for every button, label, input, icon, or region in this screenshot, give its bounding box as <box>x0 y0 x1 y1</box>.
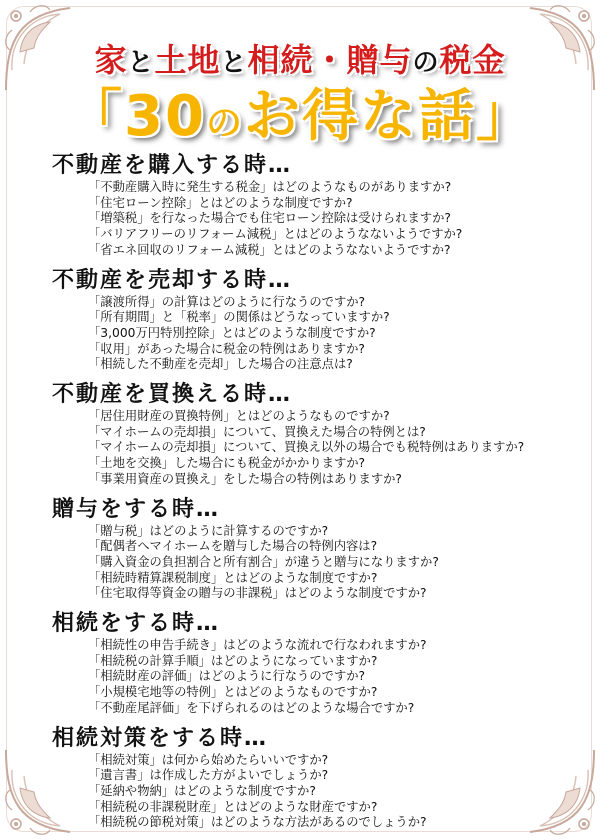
title-part: 土地 <box>154 41 221 79</box>
title-part: 家 <box>94 41 128 79</box>
question-list <box>88 295 600 374</box>
list-item: 「増築税」を行なった場合でも住宅ローン控除は受けられますか? <box>88 211 451 226</box>
section-heading: 相続対策をする時… <box>52 725 269 751</box>
title-connector: と <box>127 48 155 78</box>
subtitle-bracket-open: 「 <box>66 84 125 149</box>
list-item: 「相続対策」は何から始めたらいいですか? <box>88 752 329 767</box>
list-item: 「所有期間」と「税率」の関係はどうなっていますか? <box>88 310 390 325</box>
page-subtitle <box>0 84 600 157</box>
list-item: 「相続税の非課税財産」とはどのような財産ですか? <box>88 799 378 814</box>
section-selling <box>0 267 600 374</box>
list-item: 「3,000万円特別控除」とはどのような制度ですか? <box>88 325 376 340</box>
question-list <box>88 753 600 832</box>
section-heading: 相続をする時… <box>52 611 221 637</box>
list-item: 「マイホームの売却損」について、買換えた場合の特例とは? <box>88 424 426 439</box>
list-item: 「相続時精算課税制度」とはどのような制度ですか? <box>88 570 378 585</box>
section-heading: 不動産を購入する時… <box>52 153 293 178</box>
list-item: 「相続した不動産を売却」した場合の注意点は? <box>88 357 353 372</box>
list-item: 「購入資金の負担割合と所有割合」が違うと贈与になりますか? <box>88 554 439 569</box>
section-inheritance <box>0 610 600 717</box>
section-gift <box>0 496 600 603</box>
list-item: 「相続税の計算手順」はどのようになっていますか? <box>88 653 378 668</box>
list-item: 「事業用資産の買換え」をした場合の特例はありますか? <box>88 471 402 486</box>
title-part: 相続・贈与 <box>247 41 413 79</box>
section-inheritance-planning <box>0 725 600 832</box>
list-item: 「延納や物納」はどのような制度ですか? <box>88 783 316 798</box>
list-item: 「相続財産の評価」はどのように行なうのですか? <box>88 669 366 684</box>
list-item: 「譲渡所得」の計算はどのように行なうのですか? <box>88 294 366 309</box>
question-list <box>88 409 600 488</box>
list-item: 「相続税の節税対策」はどのような方法があるのでしょうか? <box>88 815 427 830</box>
section-heading: 贈与をする時… <box>52 496 221 522</box>
list-item: 「住宅ローン控除」とはどのような制度ですか? <box>88 195 353 210</box>
title-connector: と <box>220 48 248 78</box>
question-list <box>88 180 600 259</box>
list-item: 「収用」があった場合に税金の特例はありますか? <box>88 341 365 356</box>
question-list <box>88 524 600 603</box>
list-item: 「贈与税」はどのように計算するのですか? <box>88 523 329 538</box>
list-item: 「居住用財産の買換特例」とはどのようなものですか? <box>88 409 390 424</box>
subtitle-number: 30 <box>124 84 206 149</box>
list-item: 「遺言書」は作成した方がよいでしょうか? <box>88 768 329 783</box>
page-title <box>0 40 600 83</box>
list-item: 「バリアフリーのリフォーム減税」とはどのようなないようですか? <box>88 227 463 242</box>
list-item: 「相続性の申告手続き」はどのような流れで行なわれますか? <box>88 638 427 653</box>
list-item: 「小規模宅地等の特例」とはどのようなものですか? <box>88 685 378 700</box>
section-buying <box>0 152 600 259</box>
section-heading: 不動産を買換える時… <box>52 382 293 408</box>
title-connector: の <box>412 48 440 78</box>
list-item: 「土地を交換」した場合にも税金がかかりますか? <box>88 456 366 471</box>
list-item: 「省エネ回収のリフォーム減税」とはどのようなないようですか? <box>88 242 451 257</box>
list-item: 「不動産購入時に発生する税金」はどのようなものがありますか? <box>88 180 452 194</box>
section-heading: 不動産を売却する時… <box>52 267 293 293</box>
subtitle-particle: の <box>205 103 244 144</box>
list-item: 「マイホームの売却損」について、買換え以外の場合でも税特例はありますか? <box>88 440 525 455</box>
subtitle-bracket-close: 」 <box>475 84 534 149</box>
list-item: 「住宅取得等資金の贈与の非課税」はどのような制度ですか? <box>88 586 427 601</box>
topic-sections <box>0 152 600 839</box>
section-replacing <box>0 381 600 488</box>
list-item: 「不動産尾評価」を下げられるのはどのような場合ですか? <box>88 700 415 715</box>
title-part: 税金 <box>439 41 506 79</box>
question-list <box>88 638 600 717</box>
subtitle-text: お得な話 <box>243 84 476 149</box>
list-item: 「配偶者へマイホームを贈与した場合の特例内容は? <box>88 539 378 554</box>
